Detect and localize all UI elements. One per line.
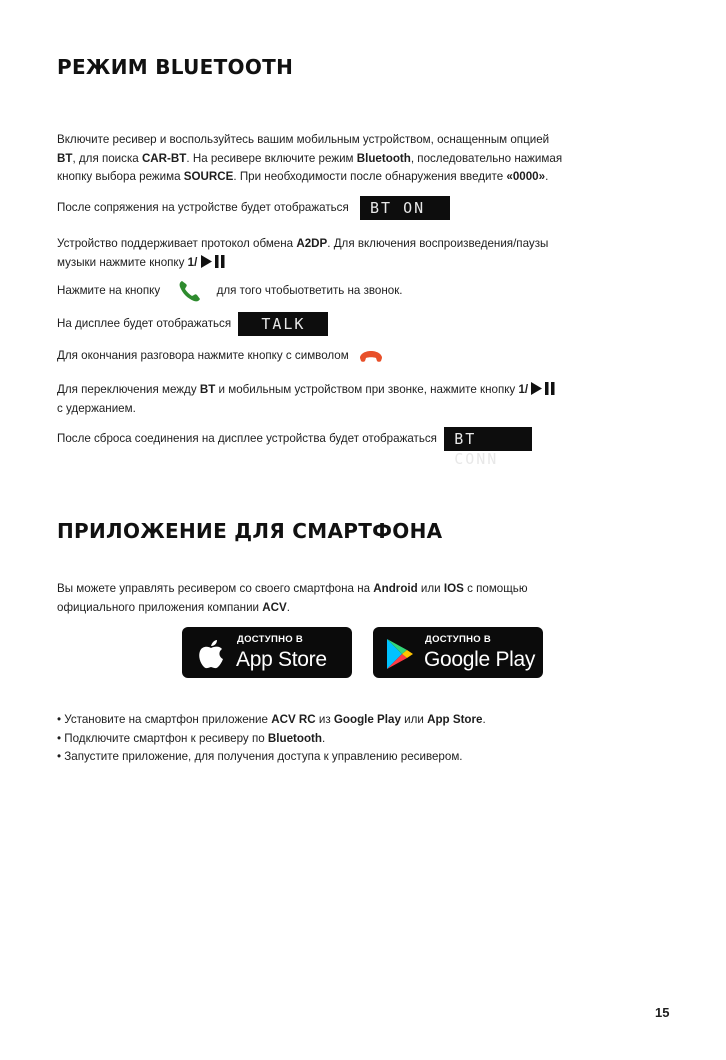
list-item: • Установите на смартфон приложение ACV RC из Google Play или App Store. bbox=[57, 713, 486, 726]
a2dp-text: Устройство поддерживает протокол обмена A2DP. Для включения воспроизведения/паузы музыки нажмите кнопку 1/ bbox=[57, 237, 549, 269]
switch-text: Для переключения между BT и мобильным устройством при звонке, нажмите кнопку 1/ с удержанием. bbox=[57, 381, 667, 418]
google-play-small-text: ДОСТУПНО В bbox=[425, 634, 492, 645]
lcd-bt-on: BT ON bbox=[360, 196, 450, 220]
app-store-badge[interactable] bbox=[182, 627, 352, 678]
lcd-talk: TALK bbox=[238, 312, 328, 336]
app-store-small-text: ДОСТУПНО В bbox=[237, 634, 304, 645]
google-play-badge[interactable] bbox=[373, 627, 543, 678]
lcd-bt-conn: BT CONN bbox=[444, 427, 532, 451]
answer-call-icon bbox=[177, 278, 203, 304]
google-play-label: Google Play bbox=[424, 648, 536, 671]
google-play-logo-icon bbox=[385, 638, 415, 670]
end-call-line: Для окончания разговора нажмите кнопку с символом bbox=[57, 346, 667, 366]
apple-logo-icon bbox=[197, 637, 225, 669]
list-item: • Подключите смартфон к ресиверу по Bluetooth. bbox=[57, 731, 326, 745]
section-title-bluetooth: РЕЖИМ BLUETOOTH bbox=[57, 55, 294, 79]
talk-line: На дисплее будет отображаться TALK bbox=[57, 312, 667, 336]
end-call-icon bbox=[358, 349, 384, 363]
section-title-app: ПРИЛОЖЕНИЕ ДЛЯ СМАРТФОНА bbox=[57, 519, 443, 543]
bluetooth-intro: Включите ресивер и воспользуйтесь вашим мобильным устройством, оснащенным опцией BT, для поиска CAR-BT. На ресивере включите режим Bluetooth, последовательно нажимая кнопку выбора режима SOURCE. При необходимости после обнаружения введите «0000». bbox=[57, 133, 563, 183]
list-item: • Запустите приложение, для получения доступа к управлению ресивером. bbox=[57, 750, 463, 763]
pairing-line: После сопряжения на устройстве будет отображаться BT ON bbox=[57, 196, 667, 220]
answer-line: Нажмите на кнопку для того чтобыответить на звонок. bbox=[57, 277, 667, 305]
play-pause-icon bbox=[201, 255, 227, 268]
app-store-label: App Store bbox=[236, 648, 327, 671]
reset-line: После сброса соединения на дисплее устройства будет отображаться BT CONN bbox=[57, 427, 667, 451]
app-instructions bbox=[57, 711, 667, 767]
app-intro: Вы можете управлять ресивером со своего смартфона на Android или IOS с помощью официального приложения компании ACV. bbox=[57, 582, 528, 614]
page-number: 15 bbox=[655, 1005, 670, 1020]
play-pause-icon bbox=[531, 382, 557, 395]
